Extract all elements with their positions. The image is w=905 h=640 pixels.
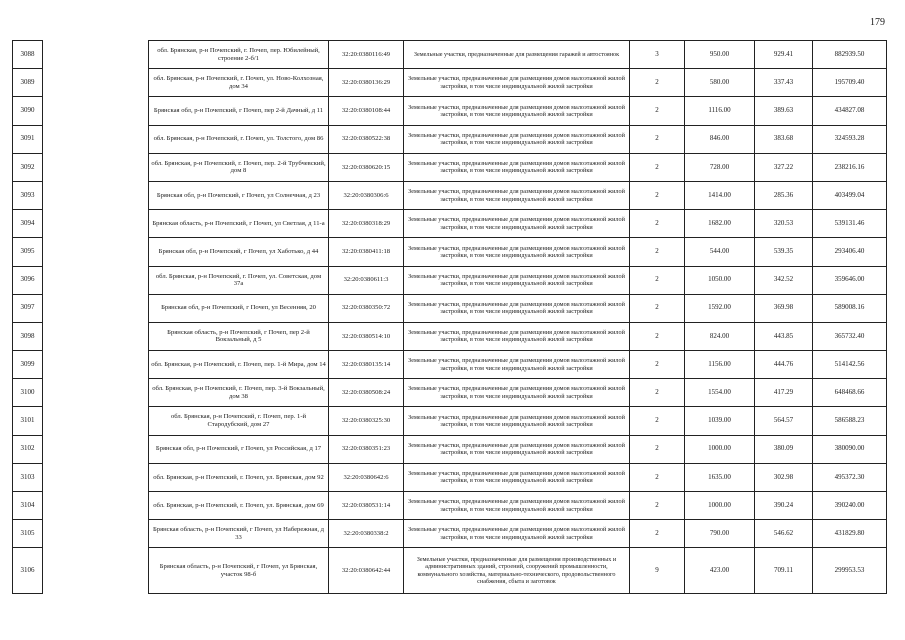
table-row [13,492,887,520]
land-purpose-cell: Земельные участки, предназначенные для размещения домов малоэтажной жилой застройки, в том числе индивидуальной жилой застройки [404,351,630,379]
group-cell: 2 [630,153,685,181]
row-number: 3091 [13,125,43,153]
cadastral-value-cell: 390240.00 [813,492,887,520]
cadastral-value-cell: 293406.40 [813,238,887,266]
cadastral-number-cell: 32:20:0380508:24 [329,379,404,407]
table-row [13,238,887,266]
cadastral-value-cell: 403499.04 [813,181,887,209]
rate-cell: 390.24 [755,492,813,520]
spacer-cell [43,266,149,294]
spacer-cell [43,238,149,266]
table-row [13,69,887,97]
cadastral-value-cell: 586588.23 [813,407,887,435]
area-cell: 1414.00 [685,181,755,209]
land-purpose-cell: Земельные участки, предназначенные для размещения домов малоэтажной жилой застройки, в том числе индивидуальной жилой застройки [404,69,630,97]
group-cell: 2 [630,125,685,153]
row-number: 3094 [13,210,43,238]
spacer-cell [43,492,149,520]
area-cell: 1116.00 [685,97,755,125]
cadastral-value-cell: 299953.53 [813,548,887,594]
area-cell: 1039.00 [685,407,755,435]
area-cell: 1592.00 [685,294,755,322]
spacer-cell [43,351,149,379]
row-number: 3093 [13,181,43,209]
rate-cell: 709.11 [755,548,813,594]
row-number: 3102 [13,435,43,463]
cadastral-value-table [12,40,887,594]
land-purpose-cell: Земельные участки, предназначенные для размещения производственных и административных зданий, строений, сооружений промышленности, коммунального хозяйства, материально-технического, продовольственного снабжения, сбыта и заготовок [404,548,630,594]
address-cell: обл. Брянская, р-н Почепский, г. Почеп, ул. Брянская, дом 92 [149,463,329,491]
row-number: 3101 [13,407,43,435]
cadastral-value-cell: 434827.08 [813,97,887,125]
rate-cell: 337.43 [755,69,813,97]
cadastral-value-cell: 495372.30 [813,463,887,491]
row-number: 3096 [13,266,43,294]
area-cell: 728.00 [685,153,755,181]
spacer-cell [43,520,149,548]
table-row [13,548,887,594]
address-cell: Брянская обл, р-н Почепский, г Почеп, ул Хаботько, д 44 [149,238,329,266]
spacer-cell [43,97,149,125]
table-row [13,463,887,491]
table-row [13,322,887,350]
table-row [13,153,887,181]
group-cell: 2 [630,210,685,238]
cadastral-number-cell: 32:20:0380611:3 [329,266,404,294]
spacer-cell [43,463,149,491]
group-cell: 2 [630,520,685,548]
table-row [13,181,887,209]
area-cell: 544.00 [685,238,755,266]
land-purpose-cell: Земельные участки, предназначенные для размещения домов малоэтажной жилой застройки, в том числе индивидуальной жилой застройки [404,407,630,435]
table-row [13,266,887,294]
area-cell: 423.00 [685,548,755,594]
cadastral-value-cell: 882939.50 [813,41,887,69]
cadastral-value-cell: 324593.28 [813,125,887,153]
cadastral-value-cell: 514142.56 [813,351,887,379]
group-cell: 3 [630,41,685,69]
spacer-cell [43,41,149,69]
land-purpose-cell: Земельные участки, предназначенные для размещения домов малоэтажной жилой застройки, в том числе индивидуальной жилой застройки [404,435,630,463]
area-cell: 846.00 [685,125,755,153]
group-cell: 2 [630,351,685,379]
group-cell: 2 [630,492,685,520]
row-number: 3103 [13,463,43,491]
cadastral-value-cell: 238216.16 [813,153,887,181]
land-purpose-cell: Земельные участки, предназначенные для размещения домов малоэтажной жилой застройки, в том числе индивидуальной жилой застройки [404,125,630,153]
row-number: 3089 [13,69,43,97]
rate-cell: 383.68 [755,125,813,153]
cadastral-value-table-container [12,40,887,594]
cadastral-number-cell: 32:20:0380522:38 [329,125,404,153]
table-row [13,379,887,407]
group-cell: 2 [630,379,685,407]
area-cell: 1635.00 [685,463,755,491]
spacer-cell [43,294,149,322]
spacer-cell [43,69,149,97]
area-cell: 1554.00 [685,379,755,407]
row-number: 3098 [13,322,43,350]
row-number: 3104 [13,492,43,520]
area-cell: 824.00 [685,322,755,350]
table-row [13,351,887,379]
rate-cell: 320.53 [755,210,813,238]
spacer-cell [43,153,149,181]
group-cell: 2 [630,181,685,209]
rate-cell: 417.29 [755,379,813,407]
area-cell: 950.00 [685,41,755,69]
spacer-cell [43,125,149,153]
spacer-cell [43,435,149,463]
address-cell: Брянская область, р-н Почепский, г Почеп, ул Брянская, участок 98-б [149,548,329,594]
rate-cell: 327.22 [755,153,813,181]
land-purpose-cell: Земельные участки, предназначенные для размещения домов малоэтажной жилой застройки, в том числе индивидуальной жилой застройки [404,238,630,266]
rate-cell: 342.52 [755,266,813,294]
land-purpose-cell: Земельные участки, предназначенные для размещения домов малоэтажной жилой застройки, в том числе индивидуальной жилой застройки [404,463,630,491]
area-cell: 1682.00 [685,210,755,238]
address-cell: обл. Брянская, р-н Почепский, г. Почеп, ул. Ново-Колхозная, дом 34 [149,69,329,97]
row-number: 3090 [13,97,43,125]
rate-cell: 369.98 [755,294,813,322]
table-row [13,125,887,153]
table-row [13,435,887,463]
cadastral-value-cell: 589008.16 [813,294,887,322]
table-row [13,407,887,435]
area-cell: 790.00 [685,520,755,548]
spacer-cell [43,322,149,350]
rate-cell: 546.62 [755,520,813,548]
rate-cell: 564.57 [755,407,813,435]
land-purpose-cell: Земельные участки, предназначенные для размещения домов малоэтажной жилой застройки, в том числе индивидуальной жилой застройки [404,266,630,294]
address-cell: Брянская обл, р-н Почепский, г Почеп, ул Российская, д 17 [149,435,329,463]
land-purpose-cell: Земельные участки, предназначенные для размещения домов малоэтажной жилой застройки, в том числе индивидуальной жилой застройки [404,181,630,209]
area-cell: 1000.00 [685,435,755,463]
land-purpose-cell: Земельные участки, предназначенные для размещения домов малоэтажной жилой застройки, в том числе индивидуальной жилой застройки [404,492,630,520]
cadastral-number-cell: 32:20:0380135:14 [329,351,404,379]
cadastral-number-cell: 32:20:0380642:44 [329,548,404,594]
row-number: 3097 [13,294,43,322]
table-row [13,210,887,238]
spacer-cell [43,181,149,209]
address-cell: обл. Брянская, р-н Почепский, г. Почеп, пер. 1-й Мира, дом 14 [149,351,329,379]
area-cell: 580.00 [685,69,755,97]
cadastral-number-cell: 32:20:0380531:14 [329,492,404,520]
rate-cell: 285.36 [755,181,813,209]
spacer-cell [43,379,149,407]
land-purpose-cell: Земельные участки, предназначенные для размещения домов малоэтажной жилой застройки, в том числе индивидуальной жилой застройки [404,520,630,548]
group-cell: 2 [630,322,685,350]
rate-cell: 380.09 [755,435,813,463]
land-purpose-cell: Земельные участки, предназначенные для размещения домов малоэтажной жилой застройки, в том числе индивидуальной жилой застройки [404,379,630,407]
rate-cell: 443.85 [755,322,813,350]
row-number: 3100 [13,379,43,407]
address-cell: обл. Брянская, р-н Почепский, г. Почеп, пер. Юбилейный, строение 2-б/1 [149,41,329,69]
page-number: 179 [870,17,885,28]
address-cell: обл. Брянская, р-н Почепский, г. Почеп, ул. Толстого, дом 86 [149,125,329,153]
row-number: 3105 [13,520,43,548]
address-cell: Брянская область, р-н Почепский, г Почеп, пер 2-й Вокзальный, д 5 [149,322,329,350]
cadastral-number-cell: 32:20:0380325:30 [329,407,404,435]
rate-cell: 444.76 [755,351,813,379]
address-cell: Брянская обл, р-н Почепский, г Почеп, ул Солнечная, д 23 [149,181,329,209]
cadastral-number-cell: 32:20:0380620:15 [329,153,404,181]
table-row [13,97,887,125]
land-purpose-cell: Земельные участки, предназначенные для размещения домов малоэтажной жилой застройки, в том числе индивидуальной жилой застройки [404,97,630,125]
cadastral-number-cell: 32:20:0380351:23 [329,435,404,463]
cadastral-value-cell: 380090.00 [813,435,887,463]
area-cell: 1050.00 [685,266,755,294]
cadastral-value-cell: 195709.40 [813,69,887,97]
rate-cell: 302.98 [755,463,813,491]
area-cell: 1156.00 [685,351,755,379]
cadastral-value-cell: 431829.80 [813,520,887,548]
cadastral-number-cell: 32:20:0380642:6 [329,463,404,491]
table-row [13,520,887,548]
cadastral-number-cell: 32:20:0380350:72 [329,294,404,322]
table-body [13,41,887,594]
cadastral-value-cell: 359646.00 [813,266,887,294]
row-number: 3095 [13,238,43,266]
cadastral-number-cell: 32:20:0380338:2 [329,520,404,548]
row-number: 3099 [13,351,43,379]
table-row [13,294,887,322]
cadastral-value-cell: 365732.40 [813,322,887,350]
cadastral-number-cell: 32:20:0380411:18 [329,238,404,266]
address-cell: обл. Брянская, р-н Почепский, г. Почеп, пер. 2-й Трубчевский, дом 8 [149,153,329,181]
address-cell: обл. Брянская, р-н Почепский, г. Почеп, пер. 3-й Вокзальный, дом 38 [149,379,329,407]
cadastral-number-cell: 32:20:0380136:29 [329,69,404,97]
spacer-cell [43,548,149,594]
land-purpose-cell: Земельные участки, предназначенные для размещения домов малоэтажной жилой застройки, в том числе индивидуальной жилой застройки [404,210,630,238]
rate-cell: 389.63 [755,97,813,125]
group-cell: 2 [630,463,685,491]
address-cell: Брянская обл, р-н Почепский, г Почеп, ул Весенняя, 20 [149,294,329,322]
group-cell: 9 [630,548,685,594]
land-purpose-cell: Земельные участки, предназначенные для размещения домов малоэтажной жилой застройки, в том числе индивидуальной жилой застройки [404,153,630,181]
address-cell: Брянская область, р-н Почепский, г Почеп, ул Набережная, д 33 [149,520,329,548]
address-cell: Брянская обл, р-н Почепский, г Почеп, пер 2-й Дачный, д 11 [149,97,329,125]
cadastral-number-cell: 32:20:0380318:29 [329,210,404,238]
row-number: 3106 [13,548,43,594]
group-cell: 2 [630,266,685,294]
rate-cell: 539.35 [755,238,813,266]
address-cell: обл. Брянская, р-н Почепский, г. Почеп, ул. Советская, дом 37а [149,266,329,294]
land-purpose-cell: Земельные участки, предназначенные для размещения гаражей и автостоянок [404,41,630,69]
cadastral-number-cell: 32:20:0380514:10 [329,322,404,350]
row-number: 3088 [13,41,43,69]
group-cell: 2 [630,97,685,125]
table-row [13,41,887,69]
group-cell: 2 [630,407,685,435]
address-cell: обл. Брянская, р-н Почепский, г. Почеп, ул. Брянская, дом 69 [149,492,329,520]
group-cell: 2 [630,435,685,463]
group-cell: 2 [630,238,685,266]
row-number: 3092 [13,153,43,181]
land-purpose-cell: Земельные участки, предназначенные для размещения домов малоэтажной жилой застройки, в том числе индивидуальной жилой застройки [404,322,630,350]
cadastral-value-cell: 648468.66 [813,379,887,407]
cadastral-number-cell: 32:20:0380116:49 [329,41,404,69]
group-cell: 2 [630,294,685,322]
cadastral-number-cell: 32:20:0380306:6 [329,181,404,209]
spacer-cell [43,407,149,435]
group-cell: 2 [630,69,685,97]
land-purpose-cell: Земельные участки, предназначенные для размещения домов малоэтажной жилой застройки, в том числе индивидуальной жилой застройки [404,294,630,322]
cadastral-value-cell: 539131.46 [813,210,887,238]
address-cell: Брянская область, р-н Почепский, г Почеп, ул Светлая, д 11-а [149,210,329,238]
address-cell: обл. Брянская, р-н Почепский, г. Почеп, пер. 1-й Стародубский, дом 27 [149,407,329,435]
area-cell: 1000.00 [685,492,755,520]
cadastral-number-cell: 32:20:0380108:44 [329,97,404,125]
rate-cell: 929.41 [755,41,813,69]
spacer-cell [43,210,149,238]
